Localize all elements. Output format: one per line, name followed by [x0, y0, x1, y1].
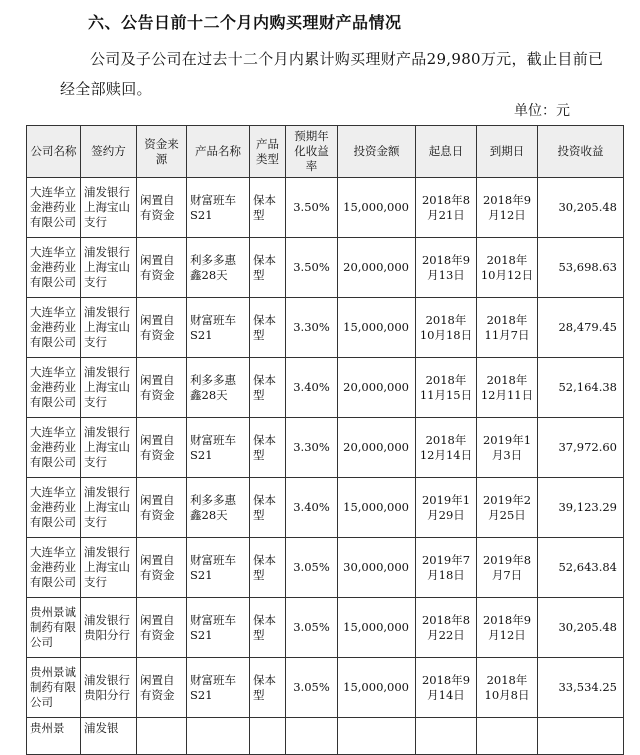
- cell-type: 保本型: [250, 178, 286, 238]
- cell-start: 2019年7月18日: [416, 538, 477, 598]
- header-rate: 预期年化收益率: [286, 126, 338, 178]
- cell-end: 2018年10月12日: [477, 238, 538, 298]
- cell-rate: 3.50%: [286, 178, 338, 238]
- cell-company: 大连华立金港药业有限公司: [27, 358, 81, 418]
- cell-party: 浦发银行上海宝山支行: [81, 298, 137, 358]
- cell-source: 闲置自有资金: [137, 298, 187, 358]
- cell-income: 30,205.48: [538, 598, 624, 658]
- cell-product: 利多多惠鑫28天: [187, 358, 250, 418]
- cell-empty: [187, 718, 250, 755]
- cell-empty: [477, 718, 538, 755]
- cell-product: 财富班车S21: [187, 178, 250, 238]
- table-row: [27, 238, 624, 298]
- cell-rate: 3.40%: [286, 358, 338, 418]
- cell-type: 保本型: [250, 418, 286, 478]
- cell-product: 财富班车S21: [187, 418, 250, 478]
- cell-party: 浦发银行上海宝山支行: [81, 178, 137, 238]
- cell-rate: 3.30%: [286, 298, 338, 358]
- cell-end: 2019年2月25日: [477, 478, 538, 538]
- cell-end: 2018年10月8日: [477, 658, 538, 718]
- cell-end: 2018年12月11日: [477, 358, 538, 418]
- header-company: 公司名称: [27, 126, 81, 178]
- cell-income: 37,972.60: [538, 418, 624, 478]
- cell-product: 财富班车S21: [187, 538, 250, 598]
- header-income: 投资收益: [538, 126, 624, 178]
- cell-end: 2018年9月12日: [477, 598, 538, 658]
- cell-rate: 3.05%: [286, 538, 338, 598]
- header-party: 签约方: [81, 126, 137, 178]
- cell-type: 保本型: [250, 478, 286, 538]
- cell-company: 大连华立金港药业有限公司: [27, 238, 81, 298]
- cell-income: 30,205.48: [538, 178, 624, 238]
- cell-end: 2019年1月3日: [477, 418, 538, 478]
- cell-company: 大连华立金港药业有限公司: [27, 418, 81, 478]
- cell-type: 保本型: [250, 658, 286, 718]
- table-row: [27, 598, 624, 658]
- cell-end: 2018年11月7日: [477, 298, 538, 358]
- cell-amount: 15,000,000: [338, 298, 416, 358]
- cell-income: 33,534.25: [538, 658, 624, 718]
- cell-rate: 3.05%: [286, 598, 338, 658]
- cell-start: 2018年8月21日: [416, 178, 477, 238]
- cell-amount: 15,000,000: [338, 478, 416, 538]
- cell-empty: [250, 718, 286, 755]
- cell-company: 大连华立金港药业有限公司: [27, 538, 81, 598]
- cell-end: 2019年8月7日: [477, 538, 538, 598]
- cell-start: 2018年12月14日: [416, 418, 477, 478]
- cell-product: 利多多惠鑫28天: [187, 238, 250, 298]
- table-row: [27, 178, 624, 238]
- cell-end: 2018年9月12日: [477, 178, 538, 238]
- cell-empty: [338, 718, 416, 755]
- header-type: 产品类型: [250, 126, 286, 178]
- cell-type: 保本型: [250, 598, 286, 658]
- cell-start: 2018年11月15日: [416, 358, 477, 418]
- header-start: 起息日: [416, 126, 477, 178]
- cell-income: 28,479.45: [538, 298, 624, 358]
- cell-party: 浦发银行上海宝山支行: [81, 538, 137, 598]
- cell-source: 闲置自有资金: [137, 538, 187, 598]
- cell-amount: 20,000,000: [338, 358, 416, 418]
- cell-company: 大连华立金港药业有限公司: [27, 178, 81, 238]
- cell-source: 闲置自有资金: [137, 358, 187, 418]
- cell-amount: 15,000,000: [338, 598, 416, 658]
- table-row-partial: [27, 718, 624, 755]
- cell-product: 财富班车S21: [187, 598, 250, 658]
- cell-product: 财富班车S21: [187, 298, 250, 358]
- cell-amount: 20,000,000: [338, 238, 416, 298]
- table-row: [27, 658, 624, 718]
- cell-party: 浦发银行上海宝山支行: [81, 358, 137, 418]
- cell-party: 浦发银: [81, 718, 137, 755]
- cell-source: 闲置自有资金: [137, 418, 187, 478]
- cell-rate: 3.40%: [286, 478, 338, 538]
- cell-company: 大连华立金港药业有限公司: [27, 298, 81, 358]
- cell-amount: 15,000,000: [338, 658, 416, 718]
- cell-type: 保本型: [250, 238, 286, 298]
- cell-start: 2018年10月18日: [416, 298, 477, 358]
- cell-source: 闲置自有资金: [137, 178, 187, 238]
- cell-product: 利多多惠鑫28天: [187, 478, 250, 538]
- cell-amount: 20,000,000: [338, 418, 416, 478]
- cell-type: 保本型: [250, 538, 286, 598]
- cell-amount: 30,000,000: [338, 538, 416, 598]
- cell-income: 52,164.38: [538, 358, 624, 418]
- cell-empty: [416, 718, 477, 755]
- cell-income: 39,123.29: [538, 478, 624, 538]
- cell-source: 闲置自有资金: [137, 238, 187, 298]
- cell-source: 闲置自有资金: [137, 658, 187, 718]
- cell-income: 52,643.84: [538, 538, 624, 598]
- cell-empty: [538, 718, 624, 755]
- cell-company: 贵州景诚制药有限公司: [27, 598, 81, 658]
- table-row: [27, 478, 624, 538]
- wealth-products-table: [26, 125, 624, 755]
- cell-source: 闲置自有资金: [137, 598, 187, 658]
- cell-company: 贵州景: [27, 718, 81, 755]
- cell-empty: [137, 718, 187, 755]
- cell-party: 浦发银行上海宝山支行: [81, 478, 137, 538]
- cell-party: 浦发银行上海宝山支行: [81, 418, 137, 478]
- cell-type: 保本型: [250, 358, 286, 418]
- header-amount: 投资金额: [338, 126, 416, 178]
- cell-start: 2019年1月29日: [416, 478, 477, 538]
- cell-rate: 3.50%: [286, 238, 338, 298]
- cell-start: 2018年8月22日: [416, 598, 477, 658]
- cell-empty: [286, 718, 338, 755]
- cell-party: 浦发银行贵阳分行: [81, 658, 137, 718]
- cell-company: 贵州景诚制药有限公司: [27, 658, 81, 718]
- cell-start: 2018年9月13日: [416, 238, 477, 298]
- cell-product: 财富班车S21: [187, 658, 250, 718]
- header-product: 产品名称: [187, 126, 250, 178]
- cell-rate: 3.05%: [286, 658, 338, 718]
- cell-start: 2018年9月14日: [416, 658, 477, 718]
- cell-source: 闲置自有资金: [137, 478, 187, 538]
- unit-label: 单位：元: [514, 103, 570, 119]
- header-end: 到期日: [477, 126, 538, 178]
- table-row: [27, 538, 624, 598]
- cell-party: 浦发银行贵阳分行: [81, 598, 137, 658]
- cell-income: 53,698.63: [538, 238, 624, 298]
- table-row: [27, 298, 624, 358]
- cell-party: 浦发银行上海宝山支行: [81, 238, 137, 298]
- header-source: 资金来源: [137, 126, 187, 178]
- summary-paragraph: 公司及子公司在过去十二个月内累计购买理财产品29,980万元，截止目前已经全部赎回。: [60, 50, 604, 98]
- cell-type: 保本型: [250, 298, 286, 358]
- table-row: [27, 358, 624, 418]
- cell-rate: 3.30%: [286, 418, 338, 478]
- table-header-row: [27, 126, 624, 178]
- cell-company: 大连华立金港药业有限公司: [27, 478, 81, 538]
- section-heading: 六、公告日前十二个月内购买理财产品情况: [88, 13, 402, 32]
- cell-amount: 15,000,000: [338, 178, 416, 238]
- table-row: [27, 418, 624, 478]
